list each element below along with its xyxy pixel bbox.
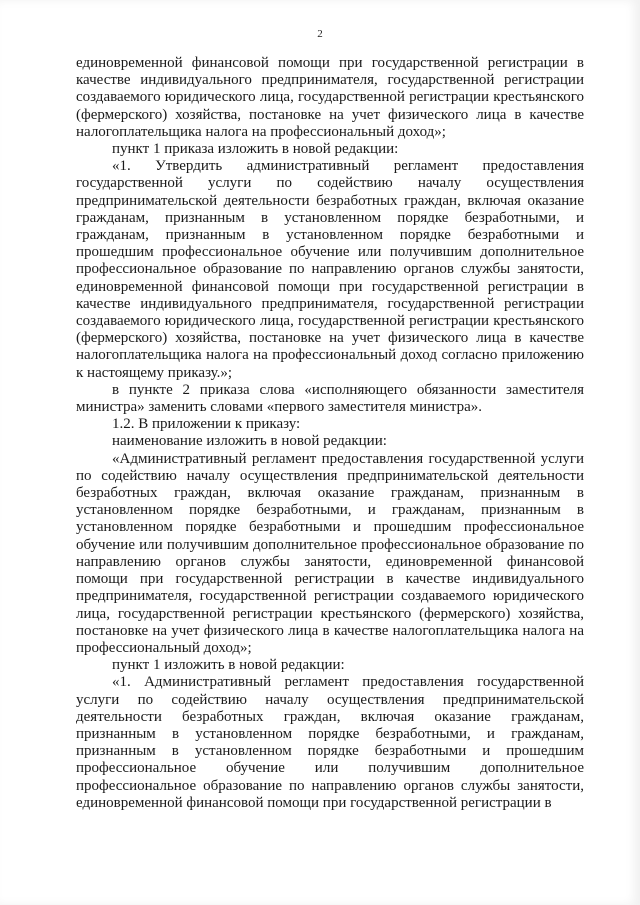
- paragraph: в пункте 2 приказа слова «исполняющего обязанности заместителя министра» заменить словами «первого заместителя министра».: [76, 381, 584, 416]
- paragraph: пункт 1 приказа изложить в новой редакции:: [112, 141, 399, 158]
- page-number: 2: [317, 28, 323, 40]
- document-body: [76, 55, 584, 812]
- paragraph: единовременной финансовой помощи при государственной регистрации в качестве индивидуального предпринимателя, государственной регистрации создаваемого юридического лица, государственной регистрации крестьянского (фермерского) хозяйства, постановке на учет физического лица в качестве налогоплательщика налога на профессиональный доход»;: [76, 55, 584, 140]
- paragraph: пункт 1 изложить в новой редакции:: [112, 657, 345, 674]
- paragraph: 1.2. В приложении к приказу:: [112, 416, 301, 433]
- paragraph: «1. Административный регламент предоставления государственной услуги по содействию началу осуществления предпринимательской деятельности безработных граждан, включая оказание гражданам, признанным в установленном порядке безработными, и гражданам, признанным в установленном порядке безработными и прошедшим профессиональное обучение или получившим дополнительное профессиональное образование по направлению органов службы занятости, единовременной финансовой помощи при государственной регистрации в: [76, 674, 584, 811]
- paragraph: «1. Утвердить административный регламент предоставления государственной услуги по содействию началу осуществления предпринимательской деятельности безработных граждан, включая оказание гражданам, признанным в установленном порядке безработными, и гражданам, признанным в установленном порядке безработными и прошедшим профессиональное обучение или получившим дополнительное профессиональное образование по направлению органов службы занятости, единовременной финансовой помощи при государственной регистрации в качестве индивидуального предпринимателя, государственной регистрации создаваемого юридического лица, государственной регистрации крестьянского (фермерского) хозяйства, постановке на учет физического лица в качестве налогоплательщика налога на профессиональный доход согласно приложению к настоящему приказу.»;: [76, 158, 584, 381]
- paragraph: наименование изложить в новой редакции:: [112, 433, 387, 450]
- paragraph: «Административный регламент предоставления государственной услуги по содействию началу осуществления предпринимательской деятельности безработных граждан, включая оказание гражданам, признанным в установленном порядке безработными, и гражданам, признанным в установленном порядке безработными и прошедшим профессиональное обучение или получившим дополнительное профессиональное образование по направлению органов службы занятости, единовременной финансовой помощи при государственной регистрации в качестве индивидуального предпринимателя, государственной регистрации создаваемого юридического лица, государственной регистрации крестьянского (фермерского) хозяйства, постановке на учет физического лица в качестве налогоплательщика налога на профессиональный доход»;: [76, 450, 584, 656]
